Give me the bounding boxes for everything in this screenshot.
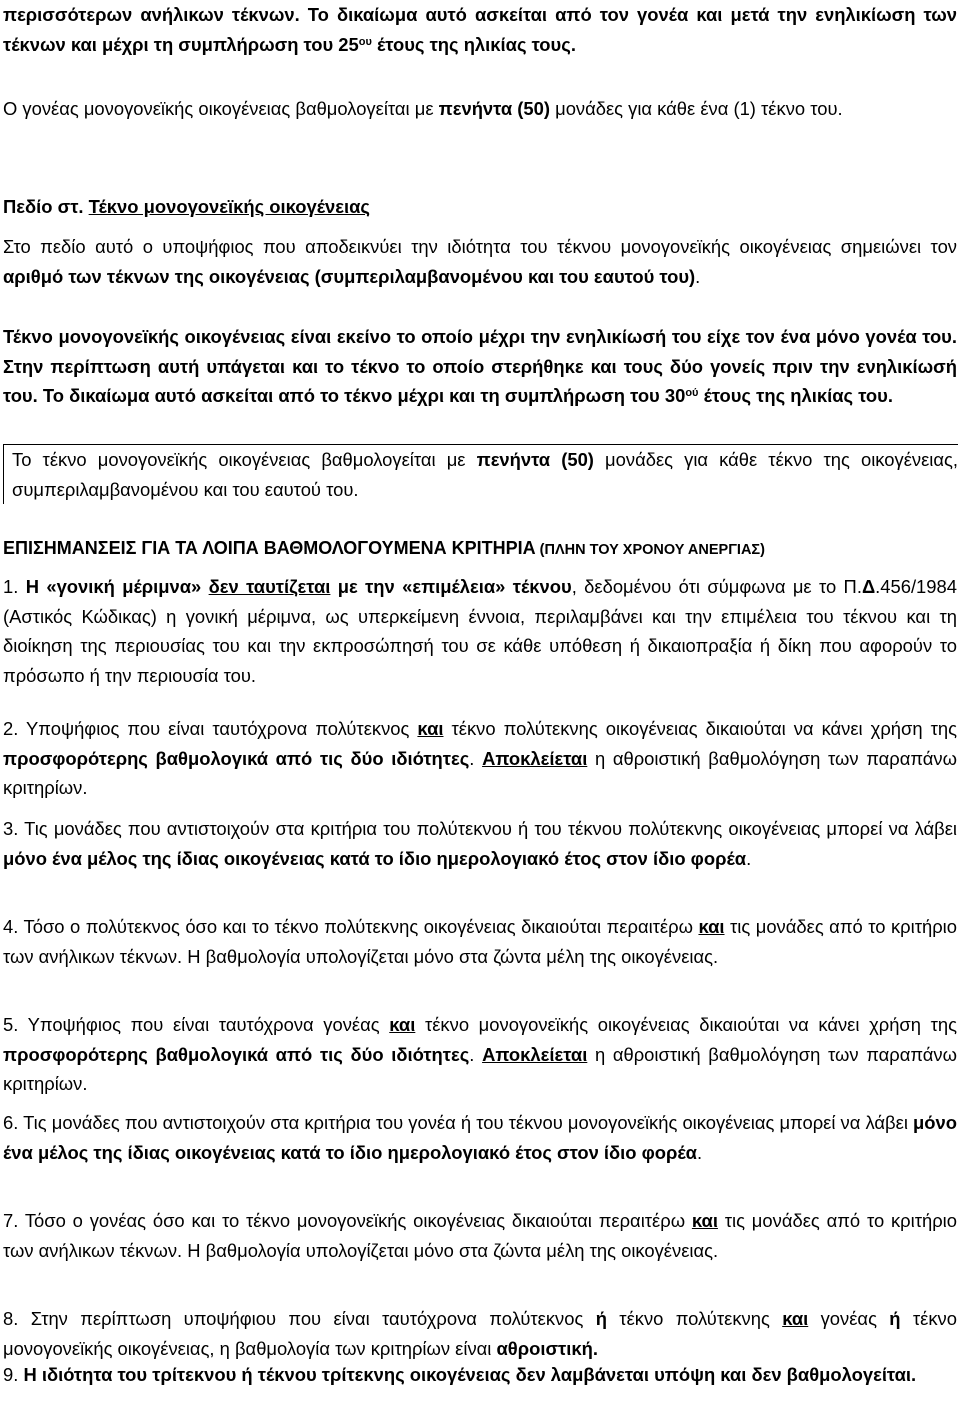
text: . [469,747,483,769]
underlined-bold-text: και [417,718,444,739]
text: . [695,265,701,287]
text: γονέας [808,1308,890,1329]
field-label: Πεδίο στ. [3,196,89,217]
bold-text: ή [889,1308,901,1329]
text: 5. Υποψήφιος που είναι ταυτόχρονα γονέας [3,1014,390,1035]
paragraph-field-definition [3,322,957,411]
underlined-bold-text: και [782,1308,809,1329]
note-4 [3,912,957,971]
note-8 [3,1304,957,1363]
text: 7. Τόσο ο γονέας όσο και το τέκνο μονογονεϊκής οικογένειας δικαιούται περαιτέρω [3,1210,692,1231]
bold-text: προσφορότερης βαθμολογικά από τις δύο ιδιότητες [3,747,470,769]
paragraph-parent-scoring [3,94,957,124]
text: η αθροιστική βαθμολόγηση των παραπάνω κριτηρίων. [3,1043,957,1094]
superscript-ou: ου [358,35,372,48]
underlined-bold-text: και [389,1014,416,1035]
note-6 [3,1108,957,1167]
underlined-bold-text: δεν ταυτίζεται [208,576,331,597]
bold-text: Τέκνο μονογονεϊκής οικογένειας είναι εκείνο το οποίο μέχρι την ενηλικίωσή του είχε τον ένα μόνο γονέα του. Στην περίπτωση αυτή υπάγεται και το τέκνο το οποίο στερήθηκε και τους δύο γονείς πριν την ενηλικίωσή του. Το δικαίωμα αυτό ασκείται από το τέκνο μέχρι και τη συμπλήρωση του 30 [3,326,957,406]
text: μονάδες για κάθε ένα (1) τέκνο του. [549,98,843,119]
text: τέκνο πολύτεκνης οικογένειας δικαιούται να κάνει χρήση της [443,718,957,739]
text: τις μονάδες από το κριτήριο των ανήλικων τέκνων. Η βαθμολογία υπολογίζεται μόνο στα ζώντα μέλη της οικογένειας. [3,916,957,967]
notes-heading [3,534,957,566]
text: τέκνο πολύτεκνης [606,1308,783,1329]
underlined-bold-text: Αποκλείεται [482,747,588,769]
text: , δεδομένου ότι σύμφωνα με το Π. [571,576,862,597]
bold-text: με την «επιμέλεια» τέκνου [330,576,572,597]
text: 6. Τις μονάδες που αντιστοιχούν στα κριτήρια του γονέα ή του τέκνου μονογονεϊκής οικογένειας μπορεί να λάβει [3,1112,914,1133]
note-number: 9. [3,1364,24,1385]
text: . [697,1141,703,1163]
bold-text: Η «γονική μέριμνα» [25,576,209,597]
paragraph-continuation [3,0,957,59]
heading-text: ΕΠΙΣΗΜΑΝΣΕΙΣ ΓΙΑ ΤΑ ΛΟΙΠΑ ΒΑΘΜΟΛΟΓΟΥΜΕΝΑ ΚΡΙΤΗΡΙΑ [3,538,536,558]
field-heading [3,192,957,222]
bold-text: προσφορότερης βαθμολογικά από τις δύο ιδιότητες [3,1043,470,1065]
note-7 [3,1206,957,1265]
field-title-underlined: Τέκνο μονογονεϊκής οικογένειας [88,196,370,217]
bold-delta: Δ [861,576,876,597]
note-2 [3,714,957,803]
underlined-bold-text: Αποκλείεται [482,1043,588,1065]
heading-small-text: (ΠΛΗΝ ΤΟΥ ΧΡΟΝΟΥ ΑΝΕΡΓΙΑΣ) [535,542,765,558]
superscript-ou: ού [685,387,699,399]
note-5 [3,1010,957,1099]
bold-text: έτους της ηλικίας του. [698,385,893,406]
bold-text: αριθμό των τέκνων της οικογένειας (συμπεριλαμβανομένου και του εαυτού του) [3,265,696,287]
text: η αθροιστική βαθμολόγηση των παραπάνω κριτηρίων. [3,747,957,798]
text: τέκνο μονογονεϊκής οικογένειας, η βαθμολογία των κριτηρίων είναι [3,1308,957,1359]
text: . [469,1043,483,1065]
paragraph-field-scoring [3,444,958,504]
bold-text: μόνο ένα μέλος της ίδιας οικογένειας κατά το ίδιο ημερολογιακό έτος στον ίδιο φορέα [3,1112,957,1163]
text: 8. Στην περίπτωση υποψήφιου που είναι ταυτόχρονα πολύτεκνος [3,1308,596,1329]
text: Στο πεδίο αυτό ο υποψήφιος που αποδεικνύει την ιδιότητα του τέκνου μονογονεϊκής οικογένειας σημειώνει τον [3,236,957,257]
continuation-bold-end: έτους της ηλικίας τους. [371,33,576,55]
text: τις μονάδες από το κριτήριο των ανήλικων τέκνων. Η βαθμολογία υπολογίζεται μόνο στα ζώντα μέλη της οικογένειας. [3,1210,957,1261]
bold-points: πενήντα (50) [438,98,550,119]
bold-text: αθροιστική. [496,1337,598,1359]
text: 4. Τόσο ο πολύτεκνος όσο και το τέκνο πολύτεκνης οικογένειας δικαιούται περαιτέρω [3,916,699,937]
note-9 [3,1360,957,1390]
bold-text: μόνο ένα μέλος της ίδιας οικογένειας κατά το ίδιο ημερολογιακό έτος στον ίδιο φορέα [3,847,747,869]
text: 2. Υποψήφιος που είναι ταυτόχρονα πολύτεκνος [3,718,418,739]
note-1 [3,572,957,690]
underlined-bold-text: και [698,916,725,937]
paragraph-field-desc [3,232,957,291]
text: 3. Τις μονάδες που αντιστοιχούν στα κριτήρια του πολύτεκνου ή του τέκνου πολύτεκνης οικογένειας μπορεί να λάβει [3,818,957,839]
text: . [746,847,752,869]
text: μονάδες για κάθε τέκνο της οικογένειας, συμπεριλαμβανομένου και του εαυτού του. [12,449,958,500]
text: Ο γονέας μονογονεϊκής οικογένειας βαθμολογείται με [3,98,439,119]
continuation-bold-text: περισσότερων ανήλικων τέκνων. Το δικαίωμα αυτό ασκείται από τον γονέα και μετά την ενηλικίωση των τέκνων και μέχρι τη συμπλήρωση του 25 [3,4,957,55]
bold-text: Η ιδιότητα του τρίτεκνου ή τέκνου τρίτεκνης οικογένειας δεν λαμβάνεται υπόψη και δεν βαθμολογείται. [23,1364,917,1385]
bold-points: πενήντα (50) [476,449,594,470]
underlined-bold-text: και [691,1210,718,1231]
text: τέκνο μονογονεϊκής οικογένειας δικαιούται να κάνει χρήση της [415,1014,957,1035]
text: .456/1984 (Αστικός Κώδικας) η γονική μέριμνα, ως υπερκείμενη έννοια, περιλαμβάνει και την επιμέλεια του τέκνου και τη διοίκηση της περιουσίας του και την εκπροσώπησή του σε κάθε υπόθεση ή δικαιοπραξία ή δίκη που αφορούν το πρόσωπο ή την περιουσία του. [3,576,957,686]
note-3 [3,814,957,873]
bold-text: ή [595,1308,607,1329]
note-number: 1. [3,576,26,597]
text: Το τέκνο μονογονεϊκής οικογένειας βαθμολογείται με [12,449,477,470]
